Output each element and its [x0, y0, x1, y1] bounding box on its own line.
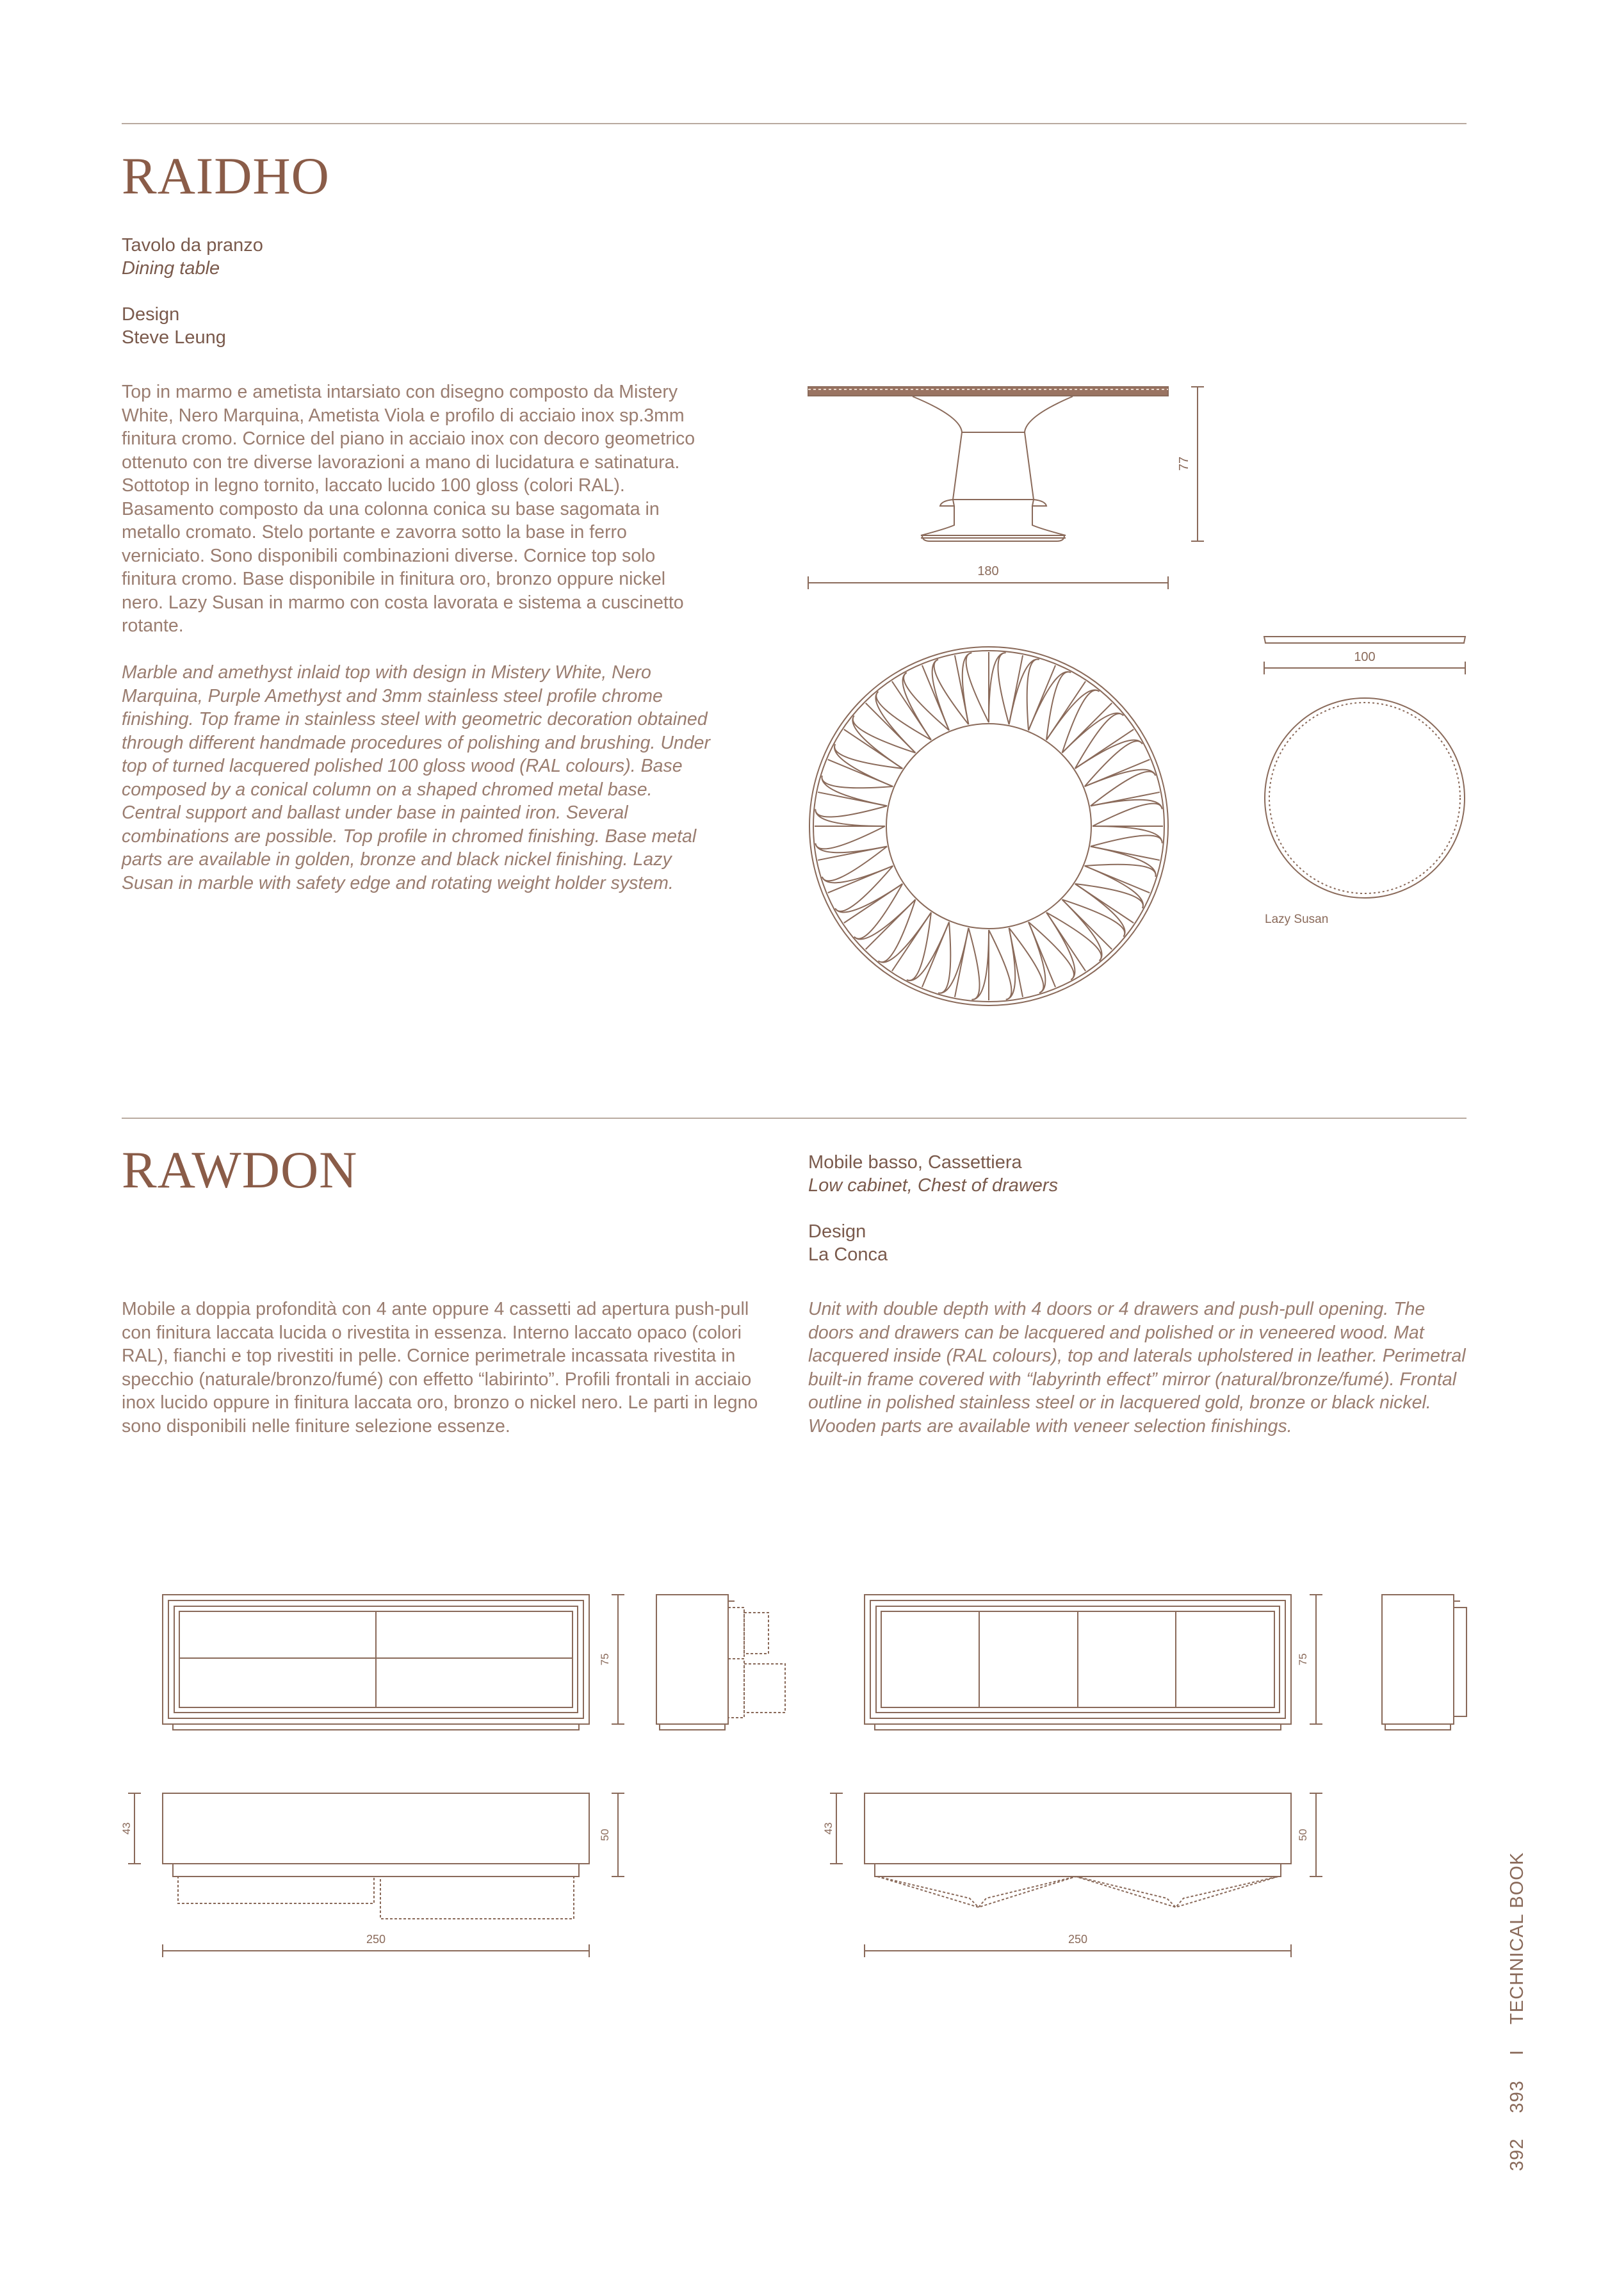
page-number-right: 393 [1507, 2080, 1527, 2113]
petal-spoke [866, 900, 916, 950]
rawdon-drawers-depth-a-label: 43 [120, 1822, 133, 1835]
book-title: TECHNICAL BOOK [1507, 1852, 1527, 2024]
rawdon-doors-top [865, 1793, 1291, 1907]
petal-spoke [1046, 913, 1085, 971]
petal-line [989, 653, 1009, 724]
raidho-side-elevation [808, 387, 1168, 541]
rawdon-category-en: Low cabinet, Chest of drawers [808, 1175, 1059, 1196]
raidho-top-view [809, 647, 1168, 1006]
petal-line [1009, 659, 1039, 730]
petal-line [938, 922, 968, 993]
rawdon-doors-front [865, 1595, 1291, 1730]
rawdon-doors-height-dim [1310, 1595, 1322, 1724]
petal-spoke [866, 703, 916, 753]
petal-spoke [892, 913, 931, 971]
petal-spoke [1075, 884, 1134, 923]
lazy-susan-top [1265, 698, 1465, 898]
raidho-description-it: Top in marmo e ametista intarsiato con disegno composto da Mistery White, Nero Marquina, Ametista Viola e profilo di acciaio inox sp.3mm finitura cromo. Cornice del piano in acciaio inox con decoro geometrico ottenuto con tre diverse lavorazioni a mano di lucidatura e satinatura. Sottotop in legno tornito, laccato lucido 100 gloss (colori RAL). Basamento composto da una colonna conica su base sagomata in metallo cromato. Stelo portante e zavorra sotto la base in ferro verniciato. Sono disponibili combinazioni diverse. Cornice top solo finitura cromo. Base disponibile in finitura oro, bronzo oppure nickel nero. Lazy Susan in marmo con costa lavorata e sistema a cuscinetto rotante. [122, 382, 695, 636]
petal-spoke [818, 792, 887, 806]
rawdon-doors-width-dim [865, 1944, 1291, 1957]
raidho-category-en: Dining table [122, 258, 220, 279]
petal-line [822, 776, 893, 806]
petal-spoke [1046, 681, 1085, 740]
rawdon-designer: La Conca [808, 1244, 888, 1265]
raidho-dim-width-line [808, 576, 1168, 589]
petal-spoke [892, 681, 931, 740]
petal-spoke [828, 760, 893, 786]
rawdon-category-it: Mobile basso, Cassettiera [808, 1152, 1022, 1173]
raidho-dim-height-label: 77 [1177, 456, 1191, 471]
rawdon-design-label: Design [808, 1221, 866, 1242]
petal-spoke [1062, 900, 1112, 950]
petal-line [834, 744, 902, 786]
rawdon-description-it: Mobile a doppia profondità con 4 ante oppure 4 cassetti ad apertura push-pull con finitura laccata lucida o rivestita in essenza. Interno laccato opaco (colori RAL), fianchi e top rivestiti in pelle. Cornice perimetrale incassata rivestita in specchio (naturale/bronzo/fumé) con effetto “labirinto”. Profili frontali in acciaio inox lucido oppure in finitura laccata oro, bronzo o nickel nero. Le parti in legno sono disponibili nelle finiture selezione essenze. [122, 1299, 758, 1437]
raidho-design-label: Design [122, 304, 180, 325]
petal-spoke [1091, 847, 1160, 860]
petal-line [1075, 866, 1143, 908]
raidho-description-en: Marble and amethyst inlaid top with design in Mistery White, Nero Marquina, Purple Amethyst and 3mm stainless steel profile chrome finishing. Top frame in stainless steel with geometric decoration obtained through different handmade procedures of polishing and brushing. Under top of turned lacquered polished 100 gloss wood (RAL colours). Base composed by a conical column on a shaped chromed metal base. Central support and ballast under base in painted iron. Several combinations are possible. Top profile in chromed finishing. Base metal parts are available in golden, bronze and black nickel finishing. Lazy Susan in marble with safety edge and rotating weight holder system. [122, 662, 710, 893]
rawdon-drawers-depth-b-label: 50 [599, 1828, 611, 1841]
rawdon-doors-depth-b-label: 50 [1297, 1828, 1309, 1841]
petal-line [1091, 826, 1162, 847]
rawdon-drawers-top [163, 1793, 589, 1919]
petal-line [1028, 672, 1071, 740]
raidho-designer: Steve Leung [122, 327, 226, 348]
petal-spoke [1075, 729, 1134, 769]
raidho-category-it: Tavolo da pranzo [122, 235, 263, 256]
rawdon-doors-depth-a-label: 43 [822, 1822, 834, 1835]
petal-spoke [1009, 655, 1023, 724]
rawdon-drawers-height-dim [612, 1595, 624, 1724]
rawdon-drawers-width-label: 250 [366, 1933, 386, 1946]
petal-spoke [922, 922, 949, 988]
petal-line [1075, 740, 1142, 786]
rawdon-description-en: Unit with double depth with 4 doors or 4 drawers and push-pull opening. The doors and drawers can be lacquered and polished or in veneered wood. Mat lacquered inside (RAL colours), top and laterals upholstered in leather. Perimetral built-in frame covered with “labyrinth effect” mirror (natural/bronze/fumé). Frontal outline in polished stainless steel or in lacquered gold, bronze or black nickel. Wooden parts are available with veneer selection finishings. [808, 1299, 1466, 1437]
petal-spoke [1062, 703, 1112, 753]
raidho-dim-width-label: 180 [977, 564, 999, 578]
footer-separator: I [1507, 2049, 1527, 2056]
raidho-title: RAIDHO [122, 147, 330, 205]
petal-line [1028, 913, 1075, 980]
rawdon-doors-side [1382, 1595, 1467, 1730]
petal-line [1085, 847, 1156, 877]
petal-line [835, 866, 902, 912]
petal-spoke [955, 928, 968, 997]
lazy-susan-dim-label: 100 [1354, 650, 1376, 664]
raidho-dim-height-line [1191, 387, 1204, 541]
rawdon-title: RAWDON [122, 1141, 358, 1199]
rawdon-drawers-front [163, 1595, 589, 1730]
rawdon-drawers-height-label: 75 [599, 1653, 611, 1666]
petal-spoke [844, 884, 902, 923]
page-number-left: 392 [1507, 2138, 1527, 2171]
page-footer [1507, 1833, 1528, 2171]
rawdon-drawers-width-dim [163, 1944, 589, 1957]
rawdon-drawers-side [656, 1595, 785, 1730]
petal-line [907, 913, 949, 981]
petal-line [968, 928, 989, 1000]
petal-line [815, 806, 887, 826]
petal-spoke [1028, 665, 1055, 731]
rawdon-doors-height-label: 75 [1297, 1653, 1309, 1666]
petal-spoke [1085, 866, 1150, 893]
petal-line [903, 672, 949, 740]
lazy-susan-label: Lazy Susan [1265, 913, 1329, 926]
rawdon-doors-width-label: 250 [1068, 1933, 1088, 1946]
petal-spoke [844, 729, 902, 769]
lazy-susan-side [1264, 637, 1465, 643]
